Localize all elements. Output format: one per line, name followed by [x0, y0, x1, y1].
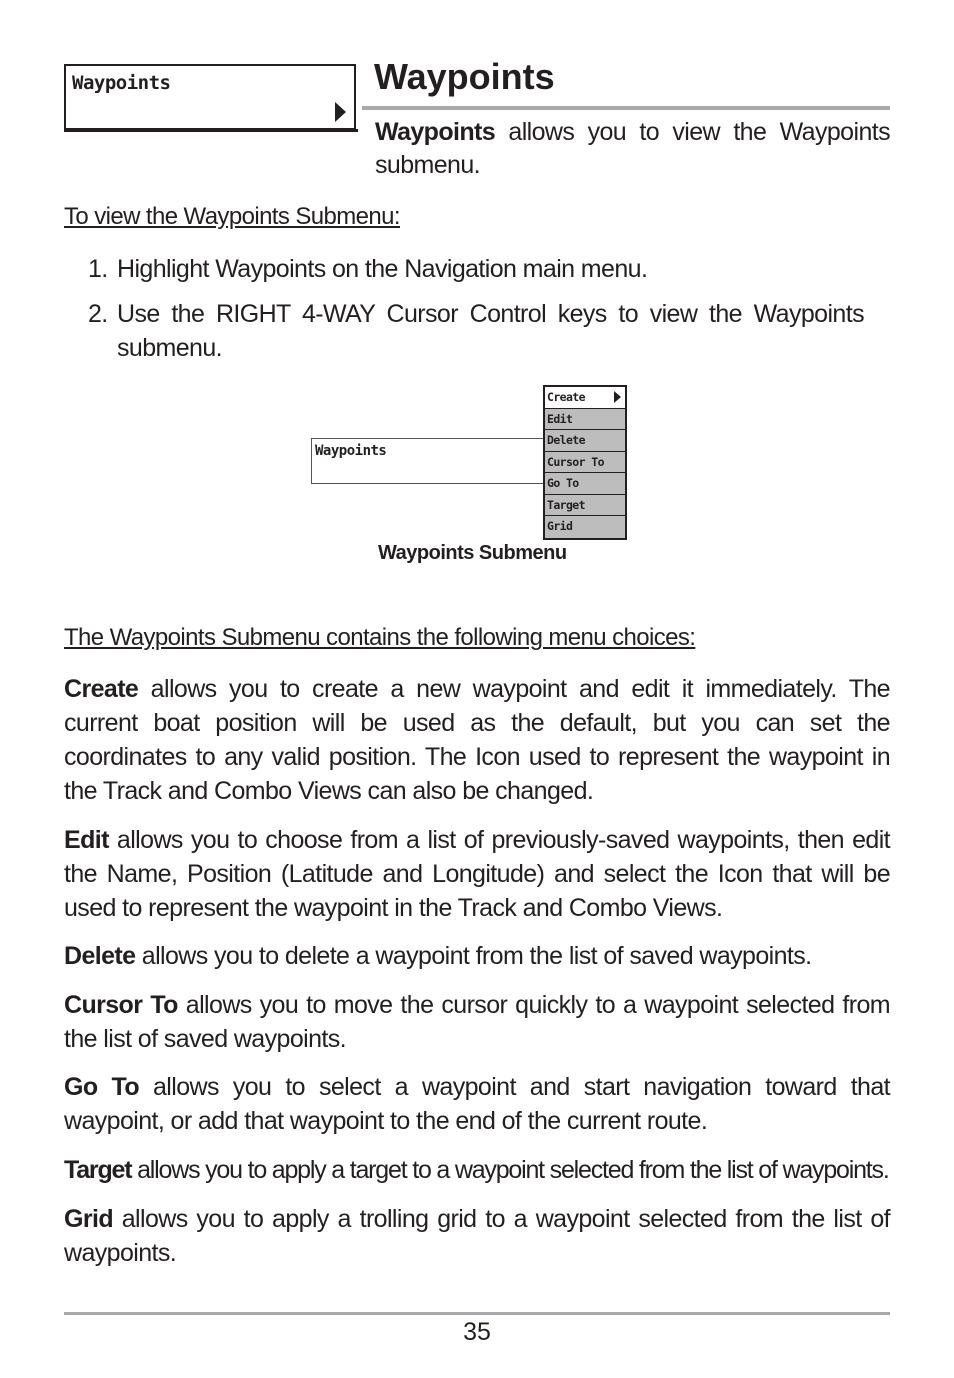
footer-rule	[64, 1312, 890, 1315]
intro-paragraph	[375, 116, 890, 182]
step-text: Use the RIGHT 4-WAY Cursor Control keys to view the Waypoints submenu.	[117, 300, 864, 362]
choice-desc: allows you to move the cursor quickly to a waypoint selected from the list of saved waypoints.	[64, 991, 890, 1053]
choice-delete	[64, 939, 890, 973]
figure-menu-label: Waypoints	[315, 443, 387, 459]
step-item	[88, 252, 864, 286]
submenu-item-cursor-to: Cursor To	[545, 452, 625, 474]
choice-desc: allows you to choose from a list of previously-saved waypoints, then edit the Name, Position (Latitude and Longitude) and select the Icon that will be used to represent the waypoint in the Track and Combo Views.	[64, 826, 890, 922]
choice-term: Edit	[64, 826, 109, 854]
choice-desc: allows you to create a new waypoint and edit it immediately. The current boat position will be used as the default, but you can set the coordinates to any valid position. The Icon used to represent the waypoint in the Track and Combo Views can also be changed.	[64, 675, 890, 805]
step-text: Highlight Waypoints on the Navigation main menu.	[117, 255, 648, 283]
intro-text: allows you to view the Waypoints submenu.	[375, 118, 890, 179]
submenu-item-target: Target	[545, 495, 625, 517]
choice-term: Cursor To	[64, 991, 178, 1019]
figure-submenu	[543, 385, 627, 540]
choice-cursor-to	[64, 988, 890, 1056]
arrow-right-icon	[614, 391, 621, 403]
choice-desc: allows you to delete a waypoint from the list of saved waypoints.	[135, 942, 812, 970]
submenu-item-go-to: Go To	[545, 473, 625, 495]
choice-term: Go To	[64, 1073, 139, 1101]
choice-term: Create	[64, 675, 139, 703]
choice-grid	[64, 1202, 890, 1270]
arrow-right-icon	[335, 102, 346, 122]
submenu-item-grid: Grid	[545, 516, 625, 538]
choice-go-to	[64, 1070, 890, 1138]
step-number: 1.	[88, 255, 108, 283]
choice-create	[64, 672, 890, 808]
page-title: Waypoints	[374, 56, 555, 97]
page-number: 35	[463, 1318, 491, 1346]
choice-desc: allows you to apply a trolling grid to a waypoint selected from the list of waypoints.	[64, 1205, 890, 1267]
title-rule	[362, 106, 890, 110]
figure-waypoints-menu	[311, 438, 544, 484]
view-submenu-heading: To view the Waypoints Submenu:	[64, 203, 400, 230]
step-number: 2.	[88, 300, 108, 328]
choice-desc: allows you to select a waypoint and start navigation toward that waypoint, or add that waypoint to the end of the current route.	[64, 1073, 890, 1135]
choice-term: Delete	[64, 942, 136, 970]
choice-edit	[64, 823, 890, 925]
figure-caption: Waypoints Submenu	[378, 542, 567, 564]
menu-box-shadow	[64, 129, 358, 132]
step-item	[88, 297, 864, 365]
menu-box-label: Waypoints	[72, 72, 171, 94]
choice-term: Grid	[64, 1205, 113, 1233]
menu-choices-heading: The Waypoints Submenu contains the following menu choices:	[64, 624, 696, 651]
choice-desc: allows you to apply a target to a waypoint selected from the list of waypoints.	[131, 1156, 889, 1184]
submenu-item-create: Create	[545, 387, 625, 409]
choice-term: Target	[64, 1156, 132, 1184]
waypoints-menu-box	[64, 64, 356, 130]
submenu-item-edit: Edit	[545, 409, 625, 431]
steps-list	[88, 252, 864, 376]
choice-target	[64, 1153, 890, 1187]
intro-term: Waypoints	[375, 118, 496, 146]
submenu-item-delete: Delete	[545, 430, 625, 452]
